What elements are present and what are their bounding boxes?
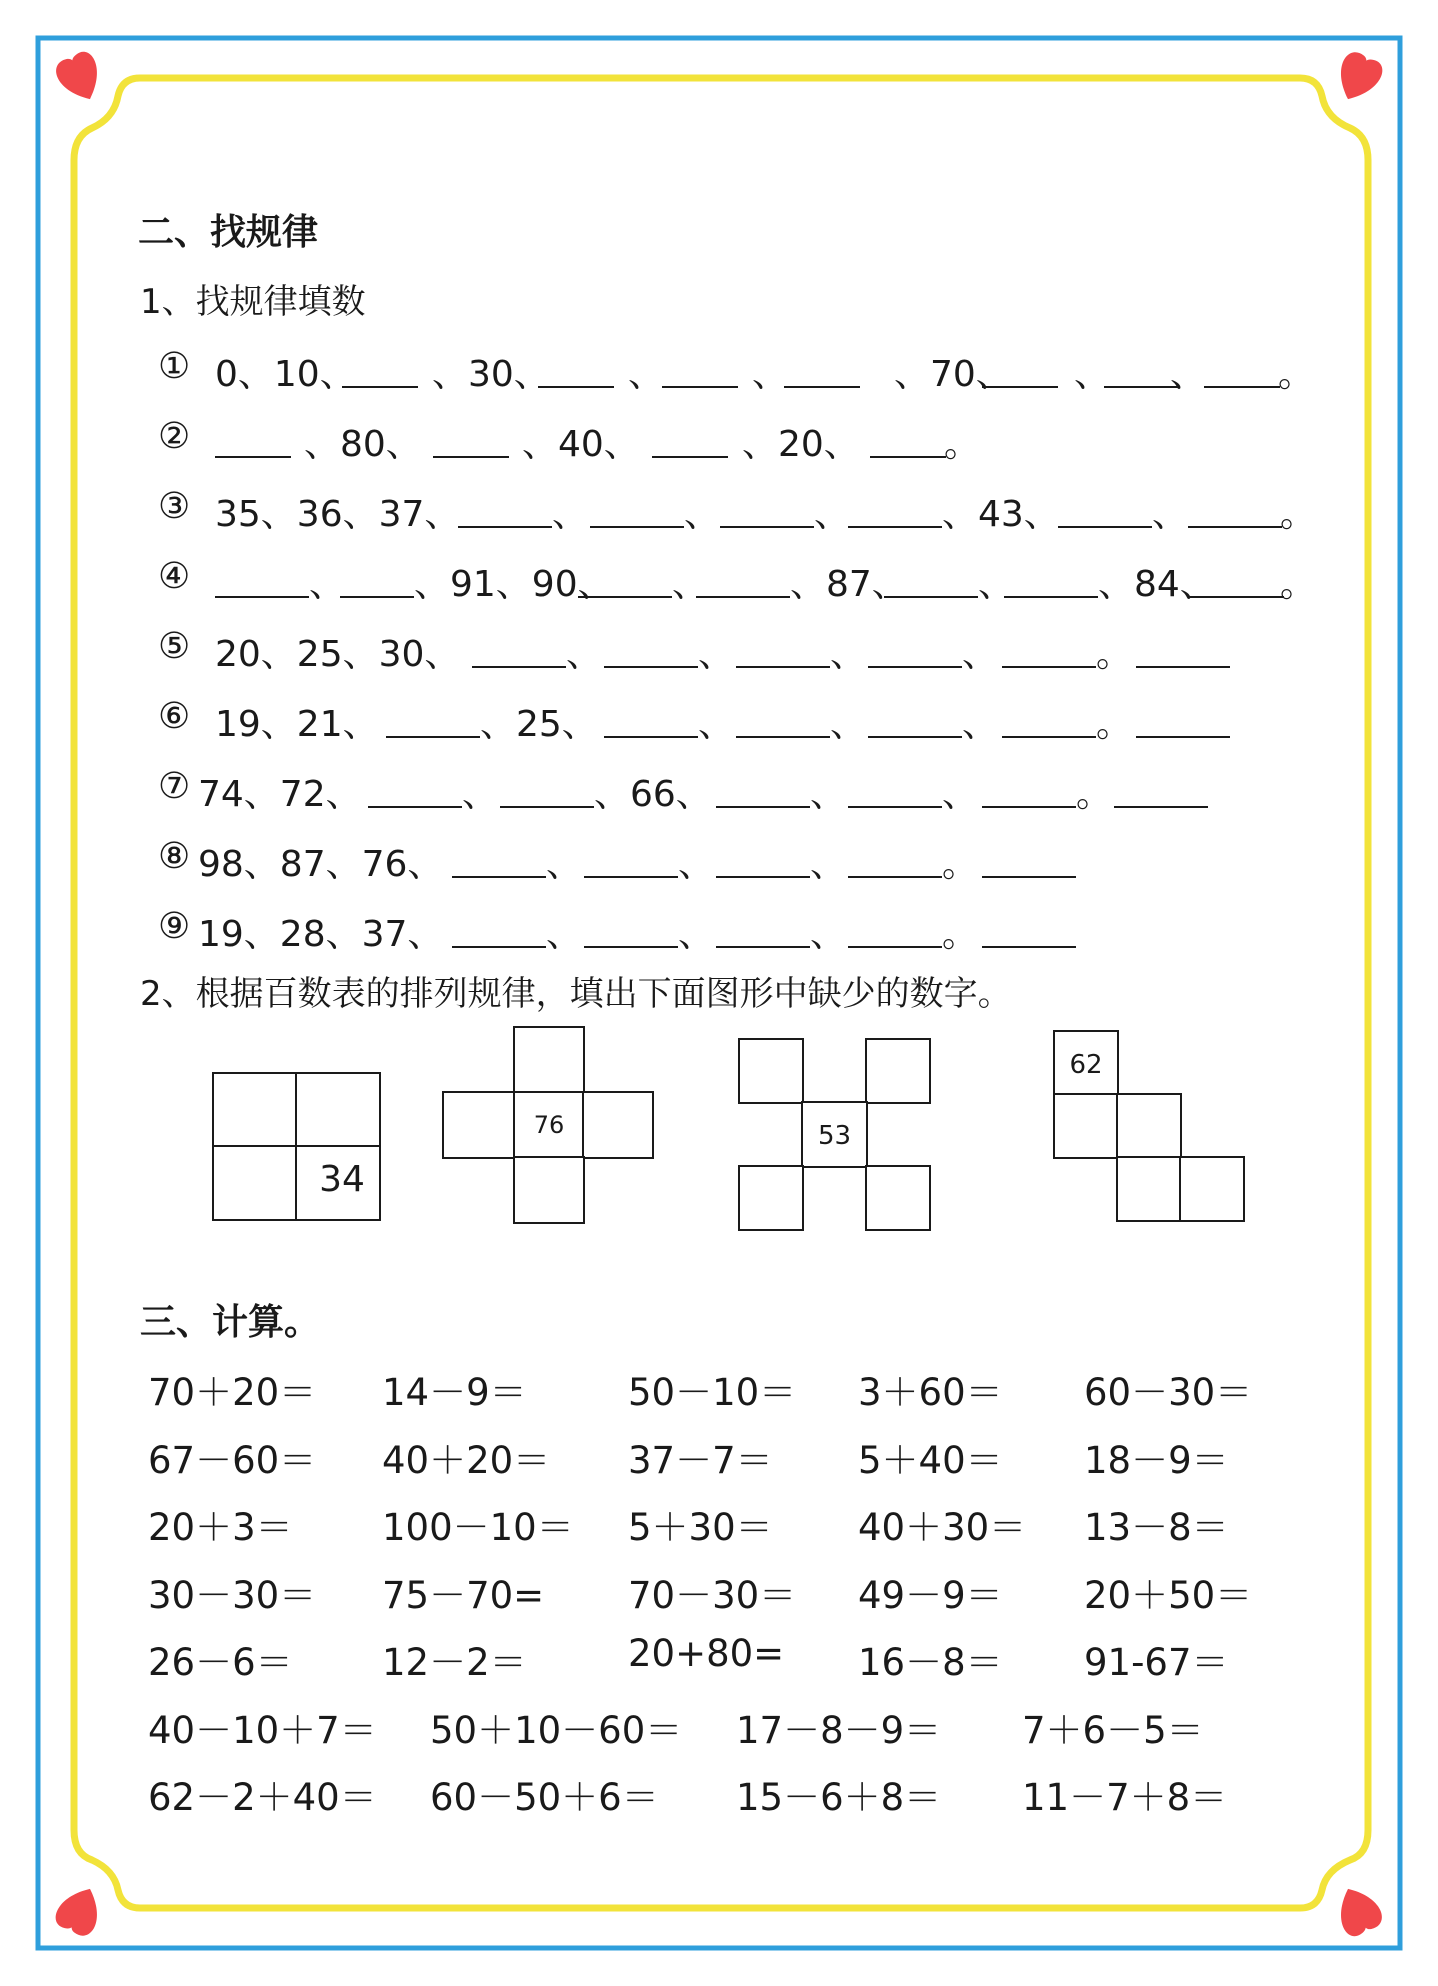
question-2-title: 2、根据百数表的排列规律，填出下面图形中缺少的数字。 <box>140 974 1012 1014</box>
calculation-item: 70＋20＝ <box>148 1371 317 1414</box>
answer-blank[interactable] <box>368 806 462 808</box>
grid-cell-given <box>513 1091 585 1159</box>
answer-blank[interactable] <box>784 386 860 388</box>
answer-blank[interactable] <box>870 456 946 458</box>
answer-blank[interactable] <box>584 946 678 948</box>
answer-blank[interactable] <box>1188 526 1282 528</box>
sequence-text: 、 <box>678 914 715 955</box>
grid-cell[interactable] <box>738 1165 804 1231</box>
answer-blank[interactable] <box>538 386 614 388</box>
sequence-text: 、 <box>462 774 499 815</box>
answer-blank[interactable] <box>215 456 291 458</box>
calculation-item: 3＋60＝ <box>858 1371 1003 1414</box>
pattern-row <box>0 346 1438 398</box>
grid-cell[interactable] <box>212 1145 298 1221</box>
sequence-text: 、43、 <box>942 494 1060 535</box>
grid-cell[interactable] <box>1116 1093 1182 1159</box>
calculation-item: 20＋50＝ <box>1084 1573 1253 1617</box>
sequence-text: 98、87、76、 <box>198 844 444 885</box>
grid-cell-given <box>1053 1030 1119 1096</box>
sequence-text: 。 <box>1278 354 1315 395</box>
calculation-item: 18－9＝ <box>1084 1438 1229 1482</box>
grid-cell[interactable] <box>212 1072 298 1148</box>
answer-blank[interactable] <box>590 526 684 528</box>
sequence-text: 、 <box>546 914 583 955</box>
sequence-text: 、 <box>942 774 979 815</box>
calculation-item: 5＋40＝ <box>858 1438 1003 1482</box>
answer-blank[interactable] <box>868 736 962 738</box>
sequence-text: 35、36、37、 <box>215 494 461 535</box>
given-number: 34 <box>319 1159 365 1200</box>
sequence-text: 、 <box>830 704 867 745</box>
sequence-text: 、 <box>672 564 709 605</box>
answer-blank[interactable] <box>604 736 698 738</box>
calculation-item: 91-67＝ <box>1084 1641 1229 1684</box>
calculation-item: 100－10＝ <box>382 1506 574 1549</box>
answer-blank[interactable] <box>1104 386 1180 388</box>
answer-blank[interactable] <box>1004 596 1098 598</box>
pattern-row <box>0 906 1438 958</box>
pattern-row <box>0 486 1438 538</box>
calculation-item: 20＋3＝ <box>148 1506 293 1549</box>
answer-blank[interactable] <box>458 526 552 528</box>
sequence-text: 、 <box>752 354 789 395</box>
heart-icon <box>1329 1880 1386 1939</box>
calculation-item: 60－50＋6＝ <box>430 1776 659 1819</box>
calculation-item: 49－9＝ <box>858 1573 1003 1617</box>
calculation-item: 13－8＝ <box>1084 1506 1229 1549</box>
pattern-row <box>0 766 1438 818</box>
grid-cell[interactable] <box>738 1038 804 1104</box>
calculation-item: 26－6＝ <box>148 1641 293 1684</box>
grid-cell[interactable] <box>1116 1156 1182 1222</box>
answer-blank[interactable] <box>716 946 810 948</box>
heart-icon <box>52 48 109 107</box>
answer-blank[interactable] <box>472 666 566 668</box>
row-marker: ① <box>158 346 191 387</box>
pattern-row <box>0 416 1438 468</box>
row-marker: ④ <box>158 556 191 597</box>
sequence-text: 、 <box>1170 354 1207 395</box>
answer-blank[interactable] <box>982 946 1076 948</box>
answer-blank[interactable] <box>716 806 810 808</box>
sequence-text: 、70、 <box>894 354 1012 395</box>
sequence-text: 、91、90、 <box>414 564 614 605</box>
calculation-item: 37－7＝ <box>628 1438 773 1482</box>
answer-blank[interactable] <box>433 456 509 458</box>
calculation-item: 70－30＝ <box>628 1573 797 1617</box>
sequence-text: 、 <box>678 844 715 885</box>
answer-blank[interactable] <box>662 386 738 388</box>
sequence-text: 、 <box>546 844 583 885</box>
sequence-text: 、30、 <box>432 354 550 395</box>
calculation-item: 5＋30＝ <box>628 1506 773 1549</box>
calculation-item: 16－8＝ <box>858 1641 1003 1684</box>
grid-cell[interactable] <box>513 1026 585 1094</box>
sequence-text: 、 <box>1074 354 1111 395</box>
answer-blank[interactable] <box>604 666 698 668</box>
sequence-text: 。 <box>1096 634 1133 675</box>
sequence-text: 19、21、 <box>215 704 379 745</box>
sequence-text: 、 <box>698 704 735 745</box>
calculation-item: 75－70= <box>382 1573 545 1617</box>
sequence-text: 、84、 <box>1098 564 1216 605</box>
heart-icon <box>1330 48 1387 107</box>
grid-cell-given <box>295 1145 381 1221</box>
sequence-text: 、80、 <box>304 424 422 465</box>
sequence-text: 。 <box>1096 704 1133 745</box>
answer-blank[interactable] <box>982 386 1058 388</box>
sequence-text: 。 <box>1076 774 1113 815</box>
sequence-text: 19、28、37、 <box>198 914 444 955</box>
answer-blank[interactable] <box>1002 736 1096 738</box>
answer-blank[interactable] <box>340 596 414 598</box>
sequence-text: 、 <box>810 774 847 815</box>
grid-cell[interactable] <box>442 1091 516 1159</box>
answer-blank[interactable] <box>736 666 830 668</box>
sequence-text: 、 <box>962 704 999 745</box>
sequence-text: 20、25、30、 <box>215 634 461 675</box>
given-number: 62 <box>1069 1050 1103 1080</box>
calculation-item: 14－9＝ <box>382 1371 527 1414</box>
pattern-row <box>0 696 1438 748</box>
sequence-text: 、 <box>810 914 847 955</box>
row-marker: ⑦ <box>158 766 191 807</box>
calculation-item: 40－10＋7＝ <box>148 1708 377 1752</box>
answer-blank[interactable] <box>652 456 728 458</box>
calculation-item: 30－30＝ <box>148 1573 317 1617</box>
calculation-item: 60－30＝ <box>1084 1371 1253 1414</box>
given-number: 53 <box>817 1121 852 1151</box>
answer-blank[interactable] <box>1136 666 1230 668</box>
calculation-item: 12－2＝ <box>382 1641 527 1684</box>
row-marker: ⑧ <box>158 836 191 877</box>
sequence-text: 。 <box>1280 564 1317 605</box>
sequence-text: 、87、 <box>790 564 908 605</box>
calculation-item: 40＋30＝ <box>858 1506 1027 1549</box>
grid-cell[interactable] <box>1179 1156 1245 1222</box>
answer-blank[interactable] <box>1058 526 1152 528</box>
grid-cell-given <box>801 1101 868 1168</box>
answer-blank[interactable] <box>736 736 830 738</box>
sequence-text: 、 <box>962 634 999 675</box>
answer-blank[interactable] <box>696 596 790 598</box>
answer-blank[interactable] <box>884 596 978 598</box>
grid-cell[interactable] <box>582 1091 654 1159</box>
answer-blank[interactable] <box>848 946 942 948</box>
calculation-item: 20+80= <box>628 1632 785 1675</box>
calculation-item: 17－8－9＝ <box>736 1708 942 1752</box>
sequence-text: 、 <box>814 494 851 535</box>
section-3-heading: 三、计算。 <box>140 1302 321 1343</box>
answer-blank[interactable] <box>1114 806 1208 808</box>
answer-blank[interactable] <box>500 806 594 808</box>
sequence-text: 、 <box>628 354 665 395</box>
sequence-text: 、 <box>830 634 867 675</box>
answer-blank[interactable] <box>982 806 1076 808</box>
calculation-item: 67－60＝ <box>148 1438 317 1482</box>
answer-blank[interactable] <box>584 876 678 878</box>
sequence-text: 0、10、 <box>215 354 356 395</box>
row-marker: ⑥ <box>158 696 191 737</box>
calculation-item: 62－2＋40＝ <box>148 1776 377 1819</box>
answer-blank[interactable] <box>342 386 418 388</box>
answer-blank[interactable] <box>848 526 942 528</box>
answer-blank[interactable] <box>1136 736 1230 738</box>
answer-blank[interactable] <box>848 876 942 878</box>
grid-cell[interactable] <box>295 1072 381 1148</box>
row-marker: ⑨ <box>158 906 191 947</box>
sequence-text: 、 <box>698 634 735 675</box>
sequence-text: 。 <box>942 914 979 955</box>
answer-blank[interactable] <box>452 876 546 878</box>
calculation-item: 50－10＝ <box>628 1371 797 1414</box>
sequence-text: 。 <box>944 424 981 465</box>
calculation-item: 15－6＋8＝ <box>736 1776 942 1819</box>
sequence-text: 、 <box>684 494 721 535</box>
calculation-item: 50＋10－60＝ <box>430 1708 683 1752</box>
sequence-text: 。 <box>942 844 979 885</box>
calculation-item: 11－7＋8＝ <box>1022 1776 1228 1819</box>
pattern-row <box>0 626 1438 678</box>
answer-blank[interactable] <box>848 806 942 808</box>
sequence-text: 、 <box>309 564 346 605</box>
sequence-text: 、66、 <box>594 774 712 815</box>
row-marker: ③ <box>158 486 191 527</box>
answer-blank[interactable] <box>720 526 814 528</box>
answer-blank[interactable] <box>1002 666 1096 668</box>
section-2-heading: 二、找规律 <box>138 212 319 253</box>
answer-blank[interactable] <box>386 736 480 738</box>
answer-blank[interactable] <box>716 876 810 878</box>
answer-blank[interactable] <box>215 596 309 598</box>
sequence-text: 、 <box>978 564 1015 605</box>
pattern-row <box>0 836 1438 888</box>
answer-blank[interactable] <box>982 876 1076 878</box>
sequence-text: 、 <box>810 844 847 885</box>
answer-blank[interactable] <box>868 666 962 668</box>
sequence-text: 、20、 <box>742 424 860 465</box>
grid-cell[interactable] <box>865 1038 931 1104</box>
sequence-text: 、 <box>552 494 589 535</box>
sequence-text: 、25、 <box>480 704 598 745</box>
row-marker: ⑤ <box>158 626 191 667</box>
sequence-text: 74、72、 <box>198 774 362 815</box>
answer-blank[interactable] <box>578 596 672 598</box>
question-1-title: 1、找规律填数 <box>140 282 366 322</box>
sequence-text: 。 <box>1280 494 1317 535</box>
sequence-text: 、 <box>1152 494 1189 535</box>
heart-icon <box>52 1880 109 1939</box>
sequence-text: 、40、 <box>522 424 640 465</box>
row-marker: ② <box>158 416 191 457</box>
given-number: 76 <box>533 1111 565 1139</box>
grid-cell[interactable] <box>865 1165 931 1231</box>
sequence-text: 、 <box>566 634 603 675</box>
grid-cell[interactable] <box>1053 1093 1119 1159</box>
pattern-row <box>0 556 1438 608</box>
grid-cell[interactable] <box>513 1156 585 1224</box>
answer-blank[interactable] <box>1190 596 1284 598</box>
calculation-item: 40＋20＝ <box>382 1438 551 1482</box>
calculation-item: 7＋6－5＝ <box>1022 1708 1204 1752</box>
answer-blank[interactable] <box>1204 386 1280 388</box>
answer-blank[interactable] <box>452 946 546 948</box>
